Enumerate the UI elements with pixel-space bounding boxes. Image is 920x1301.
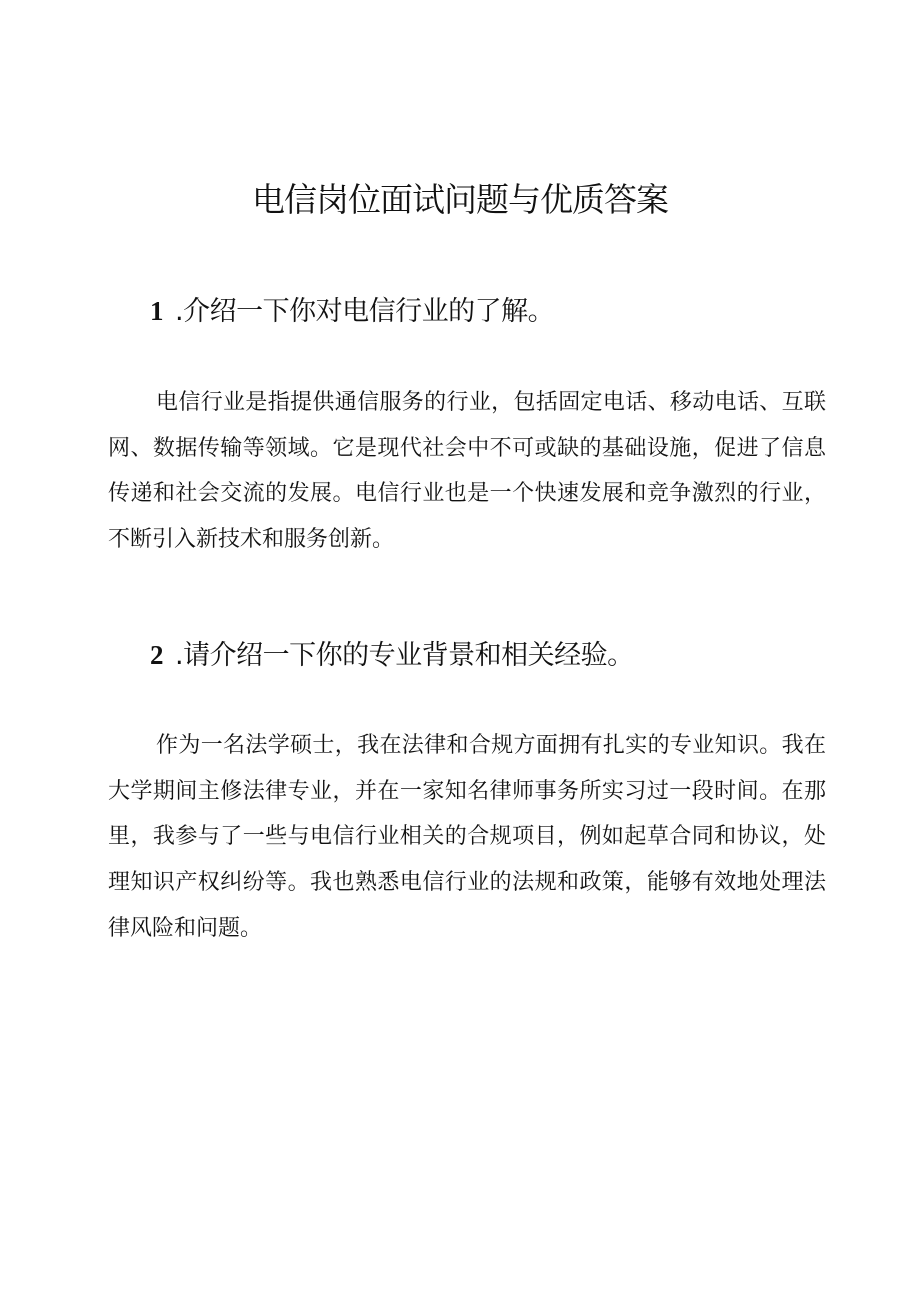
question-text-2: .请介绍一下你的专业背景和相关经验。	[175, 640, 634, 671]
question-number-2: 2	[150, 640, 163, 670]
document-title: 电信岗位面试问题与优质答案	[252, 180, 668, 219]
question-heading-1	[150, 291, 850, 332]
answer-paragraph-2: 作为一名法学硕士，我在法律和合规方面拥有扎实的专业知识。我在大学期间主修法律专业，并在一家知名律师事务所实习过一段时间。在那里，我参与了一些与电信行业相关的合规项目，例如起草合同和协议，处理知识产权纠纷等。我也熟悉电信行业的法规和政策，能够有效地处理法律风险和问题。	[108, 733, 826, 941]
question-text-1: .介绍一下你对电信行业的了解。	[175, 296, 555, 327]
answer-paragraph-1: 电信行业是指提供通信服务的行业，包括固定电话、移动电话、互联网、数据传输等领域。它是现代社会中不可或缺的基础设施，促进了信息传递和社会交流的发展。电信行业也是一个快速发展和竞争激烈的行业，不断引入新技术和服务创新。	[108, 390, 826, 553]
question-number-1: 1	[150, 296, 163, 326]
question-heading-2	[150, 635, 850, 676]
